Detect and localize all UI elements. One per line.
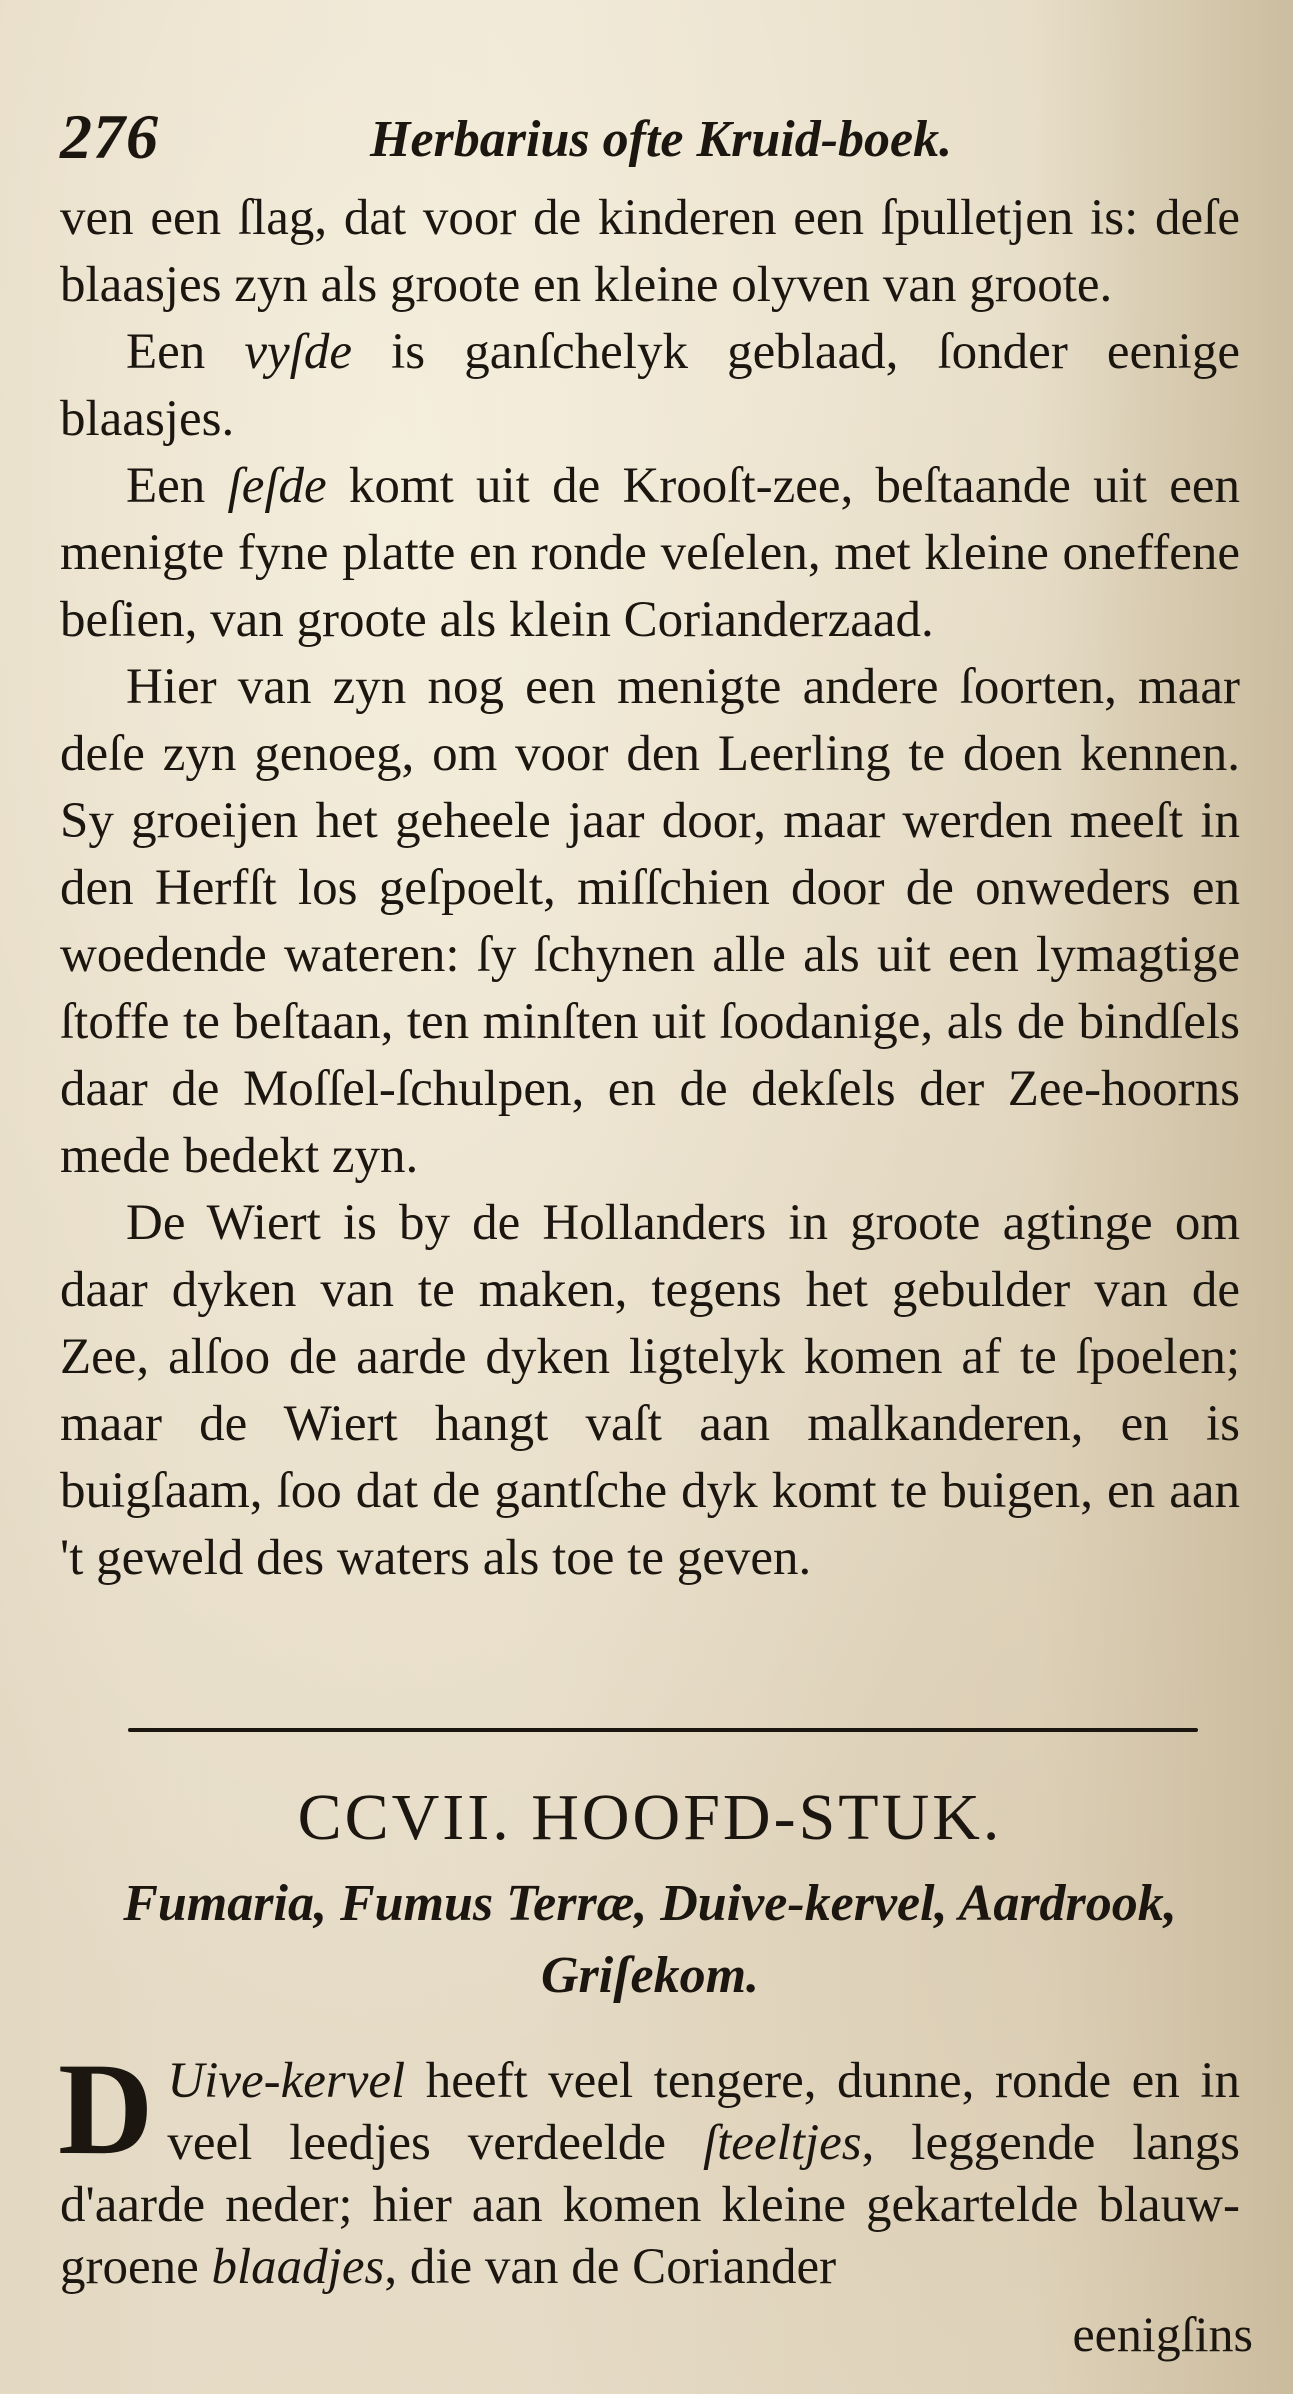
paragraph-text: Een: [126, 324, 245, 380]
paragraph: [60, 185, 1240, 319]
paragraph-text: ven een ſlag, dat voor de kinderen een ſpulletjen is: deſe blaasjes zyn als groote en kleine olyven van groote.: [60, 190, 1240, 313]
chapter-text: heeft veel tengere, dunne, ronde en in veel leedjes verdeelde: [167, 2053, 1240, 2171]
chapter-paragraph: [58, 2035, 1240, 2298]
running-head: [60, 100, 1240, 180]
paragraph-text: Een: [126, 458, 228, 514]
paragraph-text: is ganſchelyk geblaad, ſonder eenige blaasjes.: [60, 324, 1240, 447]
body-text: [60, 185, 1240, 1592]
lead-term: Uive-kervel: [167, 2053, 406, 2109]
paragraph-text: komt uit de Krooſt-zee, beſtaande uit een menigte fyne platte en ronde veſelen, met kleine oneffene beſien, van groote als klein Corianderzaad.: [60, 458, 1240, 648]
chapter-text: , leggende langs d'aarde neder; hier aan komen kleine gekartelde blauw-groene: [60, 2115, 1240, 2295]
paragraph: [60, 654, 1240, 1190]
chapter-heading: CCVII. HOOFD-STUK.: [297, 1781, 1003, 1854]
paragraph-text: Hier van zyn nog een menigte andere ſoorten, maar deſe zyn genoeg, om voor den Leerling te doen kennen. Sy groeijen het geheele jaar door, maar werden meeſt in den Herfſt los geſpoelt, miſſchien door de onweders en woedende wateren: ſy ſchynen alle als uit een lymagtige ſtoffe te beſtaan, ten minſten uit ſoodanige, als de bindſels daar de Moſſel-ſchulpen, en de dekſels der Zee-hoorns mede bedekt zyn.: [60, 659, 1240, 1184]
chapter-subtitle: Fumaria, Fumus Terræ, Duive-kervel, Aardrook, Griſekom.: [123, 1875, 1177, 2004]
chapter-term: blaadjes: [211, 2239, 385, 2295]
italic-term: ſeſde: [227, 458, 327, 514]
paragraph: [60, 1190, 1240, 1592]
drop-cap: D: [58, 2035, 154, 2182]
paragraph-text: De Wiert is by de Hollanders in groote agtinge om daar dyken van te maken, tegens het gebulder van de Zee, alſoo de aarde dyken ligtelyk komen af te ſpoelen; maar de Wiert hangt vaſt aan malkanderen, en is buigſaam, ſoo dat de gantſche dyk komt te buigen, en aan 't geweld des waters als toe te geven.: [60, 1195, 1240, 1586]
catchword: eenigſins: [1072, 2306, 1253, 2362]
running-title: Herbarius ofte Kruid-boek.: [370, 111, 953, 168]
chapter-text: , die van de Coriander: [384, 2239, 837, 2295]
paragraph: [60, 319, 1240, 453]
italic-term: vyſde: [244, 324, 352, 380]
chapter-body: [58, 2035, 1240, 2298]
chapter-term: ſteeltjes: [702, 2115, 862, 2171]
page-number: 276: [60, 101, 159, 172]
section-rule: [128, 1728, 1198, 1732]
paragraph: [60, 453, 1240, 654]
